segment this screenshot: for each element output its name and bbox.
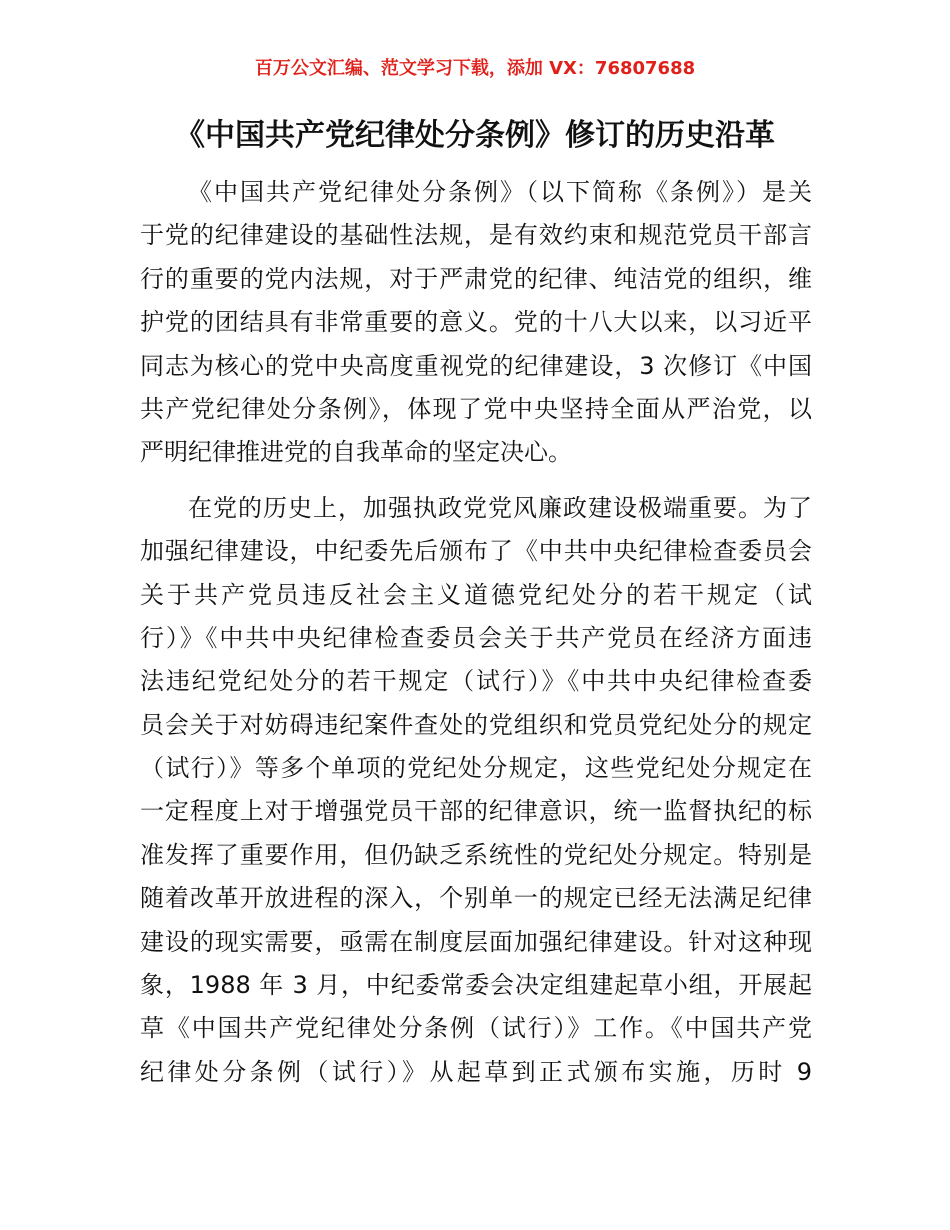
text-line: 行的重要的党内法规，对于严肃党的纪律、纯洁党的组织，维: [140, 264, 812, 293]
text-line: 加强纪律建设，中纪委先后颁布了《中共中央纪律检查委员会: [140, 537, 812, 566]
text-line: 准发挥了重要作用，但仍缺乏系统性的党纪处分规定。特别是: [140, 840, 812, 869]
text-line: 法违纪党纪处分的若干规定（试行）》《中共中央纪律检查委: [140, 667, 812, 696]
text-line: 在党的历史上，加强执政党党风廉政建设极端重要。为了: [188, 493, 812, 522]
text-line: 共产党纪律处分条例》，体现了党中央坚持全面从严治党，以: [140, 394, 812, 423]
text-line: 草《中国共产党纪律处分条例（试行）》工作。《中国共产党: [140, 1014, 812, 1043]
text-line: （试行）》等多个单项的党纪处分规定，这些党纪处分规定在: [140, 754, 812, 783]
text-line: 一定程度上对于增强党员干部的纪律意识，统一监督执纪的标: [140, 797, 812, 826]
paragraph-1: [140, 171, 812, 475]
text-line: 同志为核心的党中央高度重视党的纪律建设，3 次修订《中国: [140, 351, 812, 380]
document-body: [140, 171, 812, 1094]
text-line: 随着改革开放进程的深入，个别单一的规定已经无法满足纪律: [140, 884, 812, 913]
text-line: 于党的纪律建设的基础性法规，是有效约束和规范党员干部言: [140, 221, 812, 250]
paragraph-spacer: [140, 475, 812, 487]
text-line: 护党的团结具有非常重要的意义。党的十八大以来，以习近平: [140, 308, 812, 337]
text-line: 象，1988 年 3 月，中纪委常委会决定组建起草小组，开展起: [140, 971, 812, 1000]
text-line: 行）》《中共中央纪律检查委员会关于共产党员在经济方面违: [140, 623, 812, 652]
text-line: 建设的现实需要，亟需在制度层面加强纪律建设。针对这种现: [140, 927, 812, 956]
page-title: 《中国共产党纪律处分条例》修订的历史沿革: [175, 118, 775, 153]
text-line: 关于共产党员违反社会主义道德党纪处分的若干规定（试: [140, 580, 812, 609]
text-line: 《中国共产党纪律处分条例》（以下简称《条例》）是关: [188, 178, 812, 206]
text-line: 纪律处分条例（试行）》从起草到正式颁布实施，历时 9: [140, 1057, 812, 1086]
text-line: 员会关于对妨碍违纪案件查处的党组织和党员党纪处分的规定: [140, 710, 812, 739]
header-notice: 百万公文汇编、范文学习下载，添加 VX：76807688: [254, 58, 696, 79]
paragraph-2: [140, 487, 812, 1094]
text-line: 严明纪律推进党的自我革命的坚定决心。: [140, 438, 572, 467]
